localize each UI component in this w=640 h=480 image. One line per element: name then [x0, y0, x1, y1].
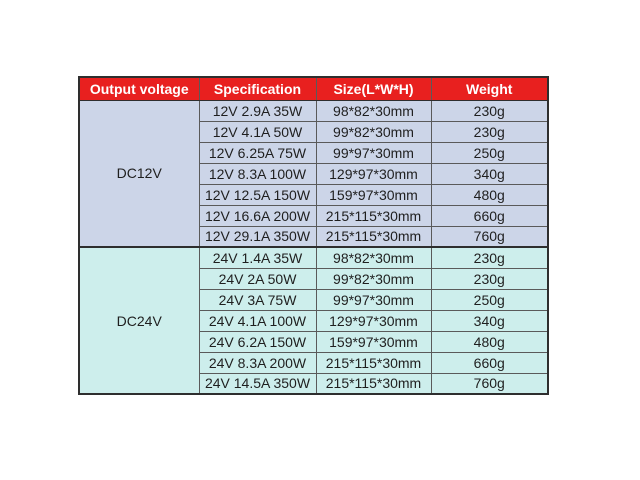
spec-cell: 24V 2A 50W: [199, 268, 316, 289]
weight-cell: 480g: [431, 184, 548, 205]
voltage-cell-dc24v: DC24V: [79, 247, 199, 394]
weight-cell: 230g: [431, 121, 548, 142]
size-cell: 215*115*30mm: [316, 226, 431, 247]
weight-cell: 230g: [431, 268, 548, 289]
weight-cell: 340g: [431, 163, 548, 184]
spec-cell: 12V 8.3A 100W: [199, 163, 316, 184]
voltage-cell-dc12v: DC12V: [79, 100, 199, 247]
size-cell: 99*97*30mm: [316, 142, 431, 163]
spec-cell: 12V 12.5A 150W: [199, 184, 316, 205]
spec-cell: 24V 4.1A 100W: [199, 310, 316, 331]
col-header-specification: Specification: [199, 77, 316, 100]
weight-cell: 250g: [431, 142, 548, 163]
spec-cell: 24V 6.2A 150W: [199, 331, 316, 352]
weight-cell: 480g: [431, 331, 548, 352]
spec-cell: 24V 1.4A 35W: [199, 247, 316, 268]
spec-cell: 12V 16.6A 200W: [199, 205, 316, 226]
spec-cell: 12V 2.9A 35W: [199, 100, 316, 121]
size-cell: 99*82*30mm: [316, 268, 431, 289]
spec-table: [78, 76, 549, 395]
weight-cell: 760g: [431, 373, 548, 394]
size-cell: 159*97*30mm: [316, 184, 431, 205]
spec-cell: 12V 29.1A 350W: [199, 226, 316, 247]
spec-cell: 24V 14.5A 350W: [199, 373, 316, 394]
col-header-size: Size(L*W*H): [316, 77, 431, 100]
weight-cell: 230g: [431, 247, 548, 268]
spec-cell: 24V 8.3A 200W: [199, 352, 316, 373]
size-cell: 215*115*30mm: [316, 352, 431, 373]
weight-cell: 660g: [431, 205, 548, 226]
size-cell: 99*82*30mm: [316, 121, 431, 142]
table-row: [79, 100, 548, 121]
size-cell: 215*115*30mm: [316, 373, 431, 394]
table-row: [79, 247, 548, 268]
size-cell: 129*97*30mm: [316, 310, 431, 331]
size-cell: 159*97*30mm: [316, 331, 431, 352]
weight-cell: 660g: [431, 352, 548, 373]
size-cell: 129*97*30mm: [316, 163, 431, 184]
col-header-output-voltage: Output voltage: [79, 77, 199, 100]
spec-cell: 24V 3A 75W: [199, 289, 316, 310]
weight-cell: 760g: [431, 226, 548, 247]
col-header-weight: Weight: [431, 77, 548, 100]
header-row: [79, 77, 548, 100]
weight-cell: 340g: [431, 310, 548, 331]
spec-cell: 12V 6.25A 75W: [199, 142, 316, 163]
weight-cell: 230g: [431, 100, 548, 121]
size-cell: 99*97*30mm: [316, 289, 431, 310]
size-cell: 98*82*30mm: [316, 247, 431, 268]
size-cell: 98*82*30mm: [316, 100, 431, 121]
weight-cell: 250g: [431, 289, 548, 310]
spec-cell: 12V 4.1A 50W: [199, 121, 316, 142]
size-cell: 215*115*30mm: [316, 205, 431, 226]
